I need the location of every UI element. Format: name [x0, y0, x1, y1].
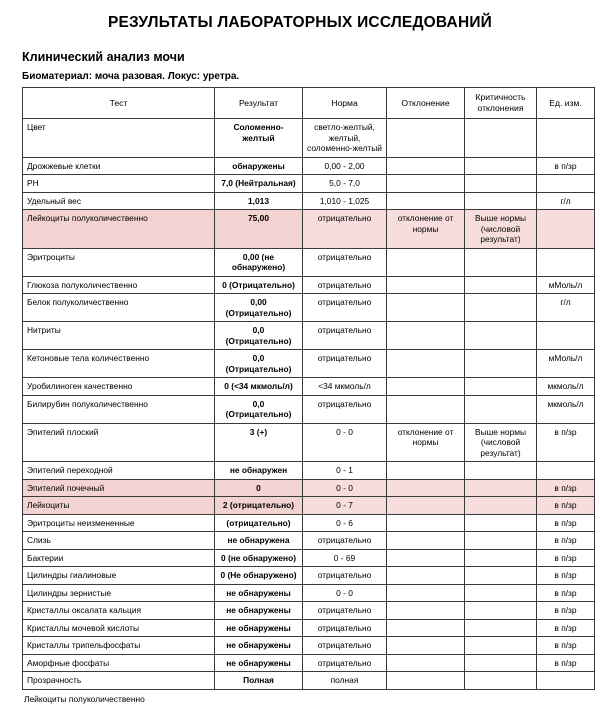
cell-criticality — [465, 248, 537, 276]
cell-unit: мМоль/л — [537, 350, 595, 378]
cell-test: Удельный вес — [23, 192, 215, 210]
cell-deviation: отклонение от нормы — [387, 423, 465, 462]
cell-norm: отрицательно — [303, 248, 387, 276]
cell-criticality — [465, 192, 537, 210]
column-header-norm: Норма — [303, 88, 387, 119]
cell-test: Кристаллы оксалата кальция — [23, 602, 215, 620]
cell-norm: 1,010 - 1,025 — [303, 192, 387, 210]
cell-criticality — [465, 637, 537, 655]
cell-result: Полная — [215, 672, 303, 690]
cell-result: 0,00 (Отрицательно) — [215, 294, 303, 322]
cell-result: не обнаружены — [215, 619, 303, 637]
page-title: РЕЗУЛЬТАТЫ ЛАБОРАТОРНЫХ ИССЛЕДОВАНИЙ — [107, 14, 493, 31]
cell-criticality — [465, 395, 537, 423]
table-row — [23, 567, 595, 585]
cell-criticality — [465, 567, 537, 585]
cell-test: Дрожжевые клетки — [23, 157, 215, 175]
cell-test: Цвет — [23, 119, 215, 158]
cell-norm: отрицательно — [303, 532, 387, 550]
table-row — [23, 602, 595, 620]
cell-norm: отрицательно — [303, 322, 387, 350]
cell-test: Аморфные фосфаты — [23, 654, 215, 672]
cell-criticality — [465, 119, 537, 158]
cell-test: Слизь — [23, 532, 215, 550]
cell-norm: отрицательно — [303, 395, 387, 423]
cell-criticality — [465, 322, 537, 350]
section-title: Клинический анализ мочи — [22, 50, 185, 64]
cell-deviation — [387, 654, 465, 672]
table-header — [23, 88, 595, 119]
cell-result: 0,0 (Отрицательно) — [215, 395, 303, 423]
cell-norm: 0 - 1 — [303, 462, 387, 480]
cell-result: не обнаружены — [215, 602, 303, 620]
table-row — [23, 192, 595, 210]
table-row — [23, 395, 595, 423]
cell-test: Нитриты — [23, 322, 215, 350]
cell-criticality — [465, 672, 537, 690]
cell-norm: 0 - 69 — [303, 549, 387, 567]
cell-unit: мкмоль/л — [537, 395, 595, 423]
table-row — [23, 423, 595, 462]
cell-unit: г/л — [537, 192, 595, 210]
cell-deviation — [387, 549, 465, 567]
table-row — [23, 322, 595, 350]
cell-result: обнаружены — [215, 157, 303, 175]
cell-norm: отрицательно — [303, 350, 387, 378]
cell-deviation — [387, 567, 465, 585]
cell-criticality — [465, 619, 537, 637]
cell-result: 0 — [215, 479, 303, 497]
cell-criticality — [465, 532, 537, 550]
table-row — [23, 637, 595, 655]
cell-norm: 0 - 6 — [303, 514, 387, 532]
column-header-criticality: Критичность отклонения — [465, 88, 537, 119]
cell-norm: отрицательно — [303, 637, 387, 655]
cell-criticality — [465, 514, 537, 532]
cell-result: 0 (Отрицательно) — [215, 276, 303, 294]
table-row — [23, 294, 595, 322]
cell-unit: в п/зр — [537, 514, 595, 532]
cell-result: Соломенно-желтый — [215, 119, 303, 158]
table-row — [23, 462, 595, 480]
cell-test: Кетоновые тела количественно — [23, 350, 215, 378]
cell-unit — [537, 175, 595, 193]
cell-norm: отрицательно — [303, 294, 387, 322]
cell-unit: в п/зр — [537, 423, 595, 462]
cell-test: Цилиндры зернистые — [23, 584, 215, 602]
cell-criticality — [465, 175, 537, 193]
cell-deviation — [387, 395, 465, 423]
table-row — [23, 378, 595, 396]
cell-result: не обнаружены — [215, 637, 303, 655]
cell-result: 0,0 (Отрицательно) — [215, 322, 303, 350]
cell-deviation — [387, 276, 465, 294]
cell-deviation — [387, 584, 465, 602]
cell-criticality — [465, 276, 537, 294]
table-row — [23, 584, 595, 602]
cell-result: 7,0 (Нейтральная) — [215, 175, 303, 193]
cell-result: не обнаружена — [215, 532, 303, 550]
cell-criticality — [465, 350, 537, 378]
cell-result: 0 (<34 мкмоль/л) — [215, 378, 303, 396]
cell-deviation — [387, 294, 465, 322]
cell-test: Кристаллы мочевой кислоты — [23, 619, 215, 637]
cell-test: Бактерии — [23, 549, 215, 567]
cell-criticality — [465, 157, 537, 175]
table-row — [23, 549, 595, 567]
cell-deviation — [387, 479, 465, 497]
cell-deviation: отклонение от нормы — [387, 210, 465, 249]
table-row — [23, 514, 595, 532]
lab-results-page — [0, 14, 600, 704]
cell-unit: мМоль/л — [537, 276, 595, 294]
cell-result: не обнаружены — [215, 654, 303, 672]
cell-criticality — [465, 584, 537, 602]
cell-unit: в п/зр — [537, 157, 595, 175]
cell-result: (отрицательно) — [215, 514, 303, 532]
biomaterial-line: Биоматериал: моча разовая. Локус: уретра. — [22, 71, 240, 82]
cell-criticality — [465, 602, 537, 620]
cell-norm: светло-желтый, желтый, соломенно-желтый — [303, 119, 387, 158]
cell-deviation — [387, 322, 465, 350]
cell-test: Уробилиноген качественно — [23, 378, 215, 396]
cell-unit — [537, 119, 595, 158]
table-row — [23, 248, 595, 276]
table-row — [23, 157, 595, 175]
cell-result: 0,00 (не обнаружено) — [215, 248, 303, 276]
cell-unit: в п/зр — [537, 654, 595, 672]
cell-test: Лейкоциты — [23, 497, 215, 515]
cell-deviation — [387, 462, 465, 480]
table-row — [23, 619, 595, 637]
cell-result: не обнаружены — [215, 584, 303, 602]
cell-result: 75,00 — [215, 210, 303, 249]
cell-test: РН — [23, 175, 215, 193]
cell-norm: 0 - 0 — [303, 479, 387, 497]
cell-result: 0 (Не обнаружено) — [215, 567, 303, 585]
cell-criticality — [465, 462, 537, 480]
cell-unit — [537, 462, 595, 480]
cell-deviation — [387, 619, 465, 637]
cell-deviation — [387, 378, 465, 396]
cell-test: Белок полуколичественно — [23, 294, 215, 322]
cell-unit: в п/зр — [537, 637, 595, 655]
cell-test: Кристаллы трипельфосфаты — [23, 637, 215, 655]
cell-norm: отрицательно — [303, 602, 387, 620]
cell-test: Эритроциты — [23, 248, 215, 276]
cell-deviation — [387, 157, 465, 175]
cell-norm: отрицательно — [303, 654, 387, 672]
cell-norm: 0 - 0 — [303, 423, 387, 462]
table-row — [23, 497, 595, 515]
table-body — [23, 119, 595, 690]
cell-unit: в п/зр — [537, 602, 595, 620]
cell-result: 0,0 (Отрицательно) — [215, 350, 303, 378]
cell-deviation — [387, 119, 465, 158]
cell-unit — [537, 672, 595, 690]
cell-test: Глюкоза полуколичественно — [23, 276, 215, 294]
cell-deviation — [387, 532, 465, 550]
column-header-test: Тест — [23, 88, 215, 119]
cell-norm: полная — [303, 672, 387, 690]
cell-test: Билирубин полуколичественно — [23, 395, 215, 423]
table-row — [23, 532, 595, 550]
footer-note: Лейкоциты полуколичественно — [24, 693, 145, 704]
cell-unit: в п/зр — [537, 532, 595, 550]
cell-norm: отрицательно — [303, 619, 387, 637]
cell-criticality — [465, 378, 537, 396]
cell-deviation — [387, 514, 465, 532]
cell-test: Эпителий плоский — [23, 423, 215, 462]
cell-test: Эпителий почечный — [23, 479, 215, 497]
table-row — [23, 479, 595, 497]
cell-test: Эпителий переходной — [23, 462, 215, 480]
cell-deviation — [387, 637, 465, 655]
cell-criticality — [465, 654, 537, 672]
table-header-row — [23, 88, 595, 119]
cell-criticality — [465, 497, 537, 515]
cell-deviation — [387, 497, 465, 515]
cell-deviation — [387, 248, 465, 276]
cell-test: Прозрачность — [23, 672, 215, 690]
cell-unit: в п/зр — [537, 549, 595, 567]
cell-result: 3 (+) — [215, 423, 303, 462]
cell-norm: 5,0 - 7,0 — [303, 175, 387, 193]
table-row — [23, 119, 595, 158]
cell-deviation — [387, 175, 465, 193]
cell-unit — [537, 322, 595, 350]
cell-result: 1,013 — [215, 192, 303, 210]
cell-deviation — [387, 350, 465, 378]
cell-unit: в п/зр — [537, 567, 595, 585]
cell-norm: 0 - 7 — [303, 497, 387, 515]
cell-unit: в п/зр — [537, 497, 595, 515]
cell-norm: отрицательно — [303, 210, 387, 249]
table-row — [23, 350, 595, 378]
cell-deviation — [387, 192, 465, 210]
cell-criticality: Выше нормы (числовой результат) — [465, 423, 537, 462]
table-row — [23, 672, 595, 690]
cell-norm: отрицательно — [303, 567, 387, 585]
cell-norm: отрицательно — [303, 276, 387, 294]
table-row — [23, 276, 595, 294]
cell-unit: г/л — [537, 294, 595, 322]
lab-results-table — [22, 87, 595, 690]
cell-criticality — [465, 549, 537, 567]
cell-result: не обнаружен — [215, 462, 303, 480]
column-header-result: Результат — [215, 88, 303, 119]
cell-criticality: Выше нормы (числовой результат) — [465, 210, 537, 249]
cell-test: Лейкоциты полуколичественно — [23, 210, 215, 249]
cell-norm: <34 мкмоль/л — [303, 378, 387, 396]
cell-result: 2 (отрицательно) — [215, 497, 303, 515]
cell-test: Эритроциты неизмененные — [23, 514, 215, 532]
cell-unit — [537, 248, 595, 276]
cell-unit: в п/зр — [537, 479, 595, 497]
table-row — [23, 654, 595, 672]
cell-unit: мкмоль/л — [537, 378, 595, 396]
table-row — [23, 210, 595, 249]
cell-result: 0 (не обнаружено) — [215, 549, 303, 567]
column-header-deviation: Отклонение — [387, 88, 465, 119]
cell-unit: в п/зр — [537, 584, 595, 602]
cell-criticality — [465, 479, 537, 497]
column-header-unit: Ед. изм. — [537, 88, 595, 119]
table-row — [23, 175, 595, 193]
cell-test: Цилиндры гиалиновые — [23, 567, 215, 585]
cell-unit — [537, 210, 595, 249]
cell-deviation — [387, 672, 465, 690]
cell-unit: в п/зр — [537, 619, 595, 637]
cell-norm: 0,00 - 2,00 — [303, 157, 387, 175]
cell-norm: 0 - 0 — [303, 584, 387, 602]
cell-criticality — [465, 294, 537, 322]
cell-deviation — [387, 602, 465, 620]
